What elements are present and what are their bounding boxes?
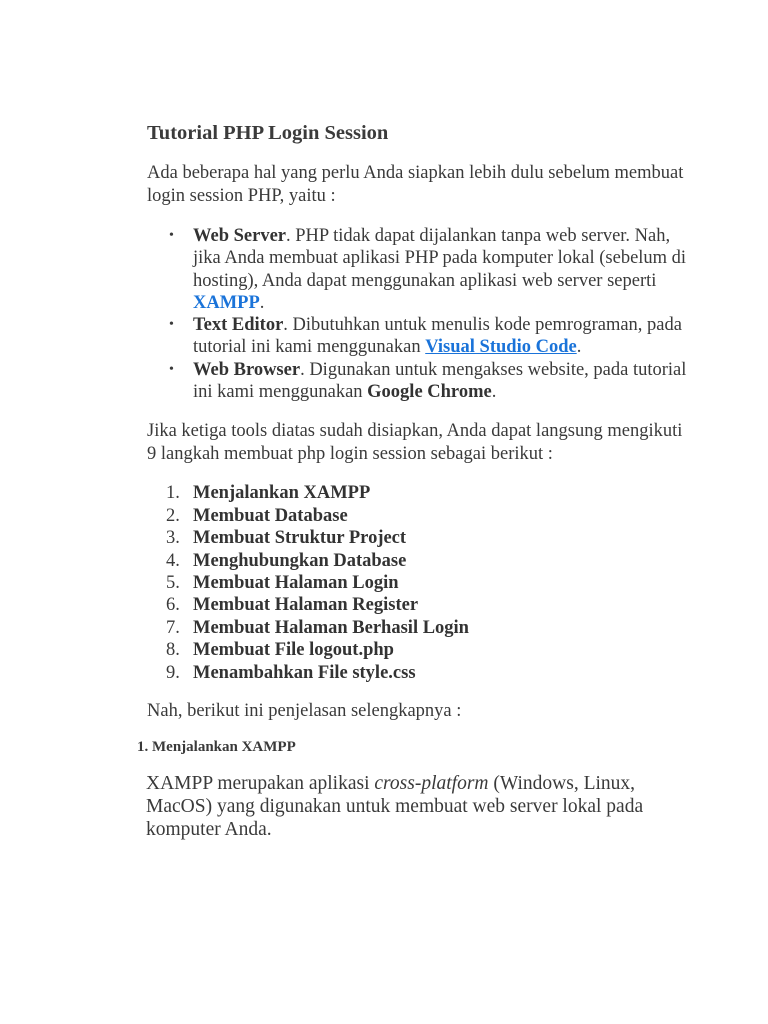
- list-item: [166, 639, 687, 661]
- step-label: Menambahkan File style.css: [193, 662, 416, 683]
- steps-intro-paragraph: Jika ketiga tools diatas sudah disiapkan, Anda dapat langsung mengikuti 9 langkah membuat php login session sebagai berikut :: [147, 421, 683, 464]
- step-label: Menghubungkan Database: [193, 550, 407, 571]
- list-item: [166, 550, 687, 572]
- tools-list: [147, 225, 687, 403]
- list-item-text-editor: [169, 314, 687, 359]
- bullet-icon: •: [169, 317, 174, 333]
- step-number: 1.: [166, 483, 180, 504]
- step-label: Membuat Halaman Berhasil Login: [193, 617, 469, 638]
- bullet-icon: •: [169, 228, 174, 243]
- intro-paragraph: Ada beberapa hal yang perlu Anda siapkan lebih dulu sebelum membuat login session PHP, yaitu :: [147, 163, 684, 206]
- list-item: [166, 505, 687, 527]
- list-item: [166, 482, 687, 504]
- list-item: [166, 594, 687, 616]
- list-item-web-browser: [169, 359, 687, 404]
- punctuation: .: [259, 292, 265, 313]
- visual-studio-code-link[interactable]: Visual Studio Code: [425, 337, 577, 358]
- xampp-description: [146, 772, 687, 841]
- transition-paragraph: Nah, berikut ini penjelasan selengkapnya :: [147, 701, 462, 722]
- bullet-icon: •: [169, 361, 174, 377]
- section-heading: 1. Menjalankan XAMPP: [137, 738, 296, 755]
- tool-name: Web Server: [193, 226, 286, 246]
- list-item: [166, 527, 687, 549]
- punctuation: .: [491, 382, 497, 403]
- tool-description: . Digunakan untuk mengakses website, pada tutorial ini kami menggunakan: [193, 359, 687, 403]
- step-number: 4.: [166, 550, 180, 571]
- step-label: Menjalankan XAMPP: [193, 483, 371, 504]
- google-chrome-label: Google Chrome: [367, 382, 492, 403]
- tool-description: . Dibutuhkan untuk menulis kode pemrograman, pada tutorial ini kami menggunakan: [193, 315, 682, 358]
- step-label: Membuat Halaman Login: [193, 573, 399, 593]
- step-number: 8.: [166, 640, 180, 661]
- document-page: [137, 118, 687, 841]
- punctuation: .: [576, 337, 582, 358]
- list-item: [166, 572, 687, 594]
- step-number: 3.: [166, 528, 180, 549]
- step-number: 7.: [166, 617, 180, 638]
- list-item: [166, 617, 687, 639]
- step-number: 9.: [166, 662, 180, 683]
- step-label: Membuat File logout.php: [193, 640, 394, 661]
- step-label: Membuat Halaman Register: [193, 595, 419, 616]
- tool-description: . PHP tidak dapat dijalankan tanpa web server. Nah, jika Anda membuat aplikasi PHP pada komputer lokal (sebelum di hosting), Anda dapat menggunakan aplikasi web server seperti: [193, 226, 687, 291]
- text-segment: (Windows, Linux, MacOS) yang digunakan untuk membuat web server lokal pada komputer Anda.: [146, 772, 644, 840]
- text-segment: XAMPP merupakan aplikasi: [146, 772, 375, 794]
- step-number: 6.: [166, 595, 180, 616]
- xampp-link[interactable]: XAMPP: [193, 292, 260, 313]
- step-number: 5.: [166, 573, 180, 593]
- steps-list: [147, 482, 687, 684]
- tool-name: Text Editor: [193, 315, 284, 336]
- step-label: Membuat Database: [193, 505, 348, 526]
- tool-name: Web Browser: [193, 359, 301, 380]
- list-item: [166, 662, 687, 684]
- italic-term: cross-platform: [374, 772, 489, 794]
- page-title: Tutorial PHP Login Session: [147, 122, 389, 144]
- list-item-web-server: [169, 225, 687, 314]
- step-label: Membuat Struktur Project: [193, 528, 407, 549]
- step-number: 2.: [166, 505, 180, 526]
